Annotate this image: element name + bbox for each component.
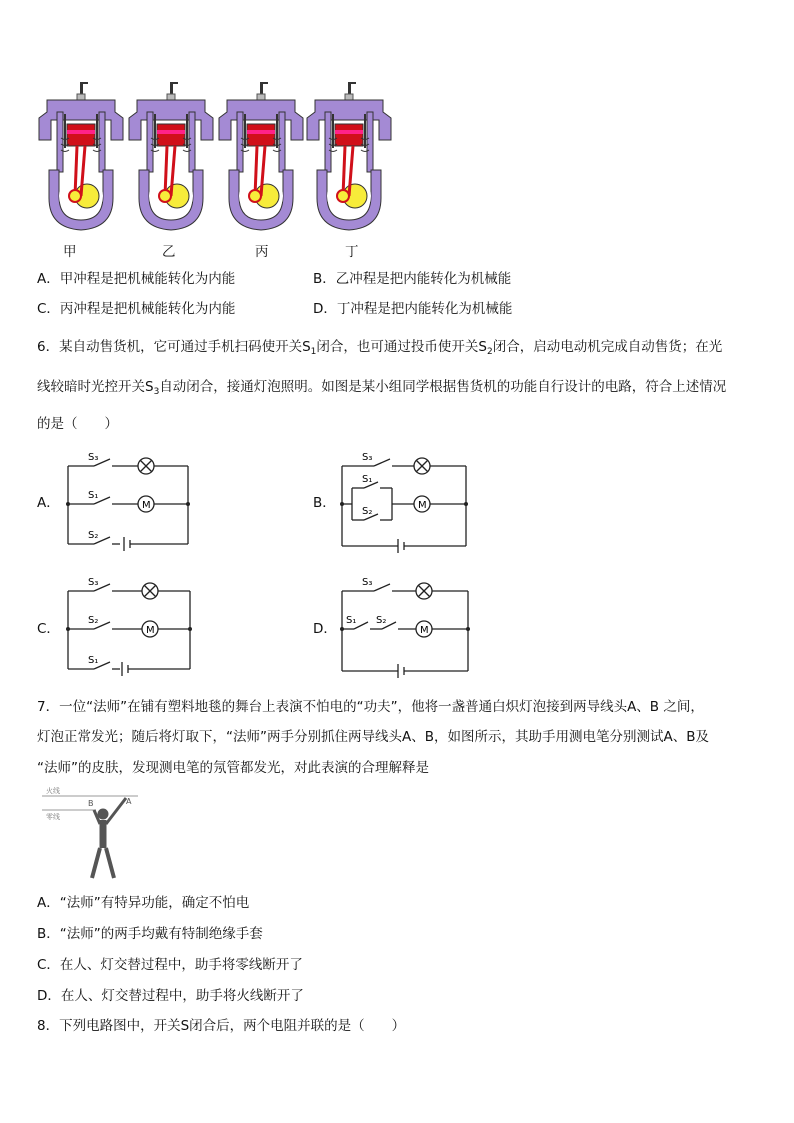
fig-b-label: B [88, 799, 94, 808]
circuit-d-s1: S₁ [346, 615, 357, 626]
circuit-b-s3: S₃ [362, 452, 373, 463]
q8-stem: 8．下列电路图中，开关S闭合后，两个电阻并联的是（ ） [37, 1018, 406, 1034]
circuit-b-s2: S₂ [362, 506, 373, 517]
circuit-d-s2: S₂ [376, 615, 387, 626]
q7-option-d: D．在人、灯交替过程中，助手将火线断开了 [37, 988, 304, 1004]
engine-ding [307, 82, 391, 230]
circuit-b [336, 448, 476, 560]
fig-fire-label: 火线 [46, 787, 60, 795]
q7-stem-line1: 7．一位“法师”在铺有塑料地毯的舞台上表演不怕电的“功夫”，他将一盏普通白炽灯泡接到两导线头A、B 之间， [37, 699, 704, 715]
circuit-c-s2: S₂ [88, 615, 99, 626]
circuit-b-motor: M [418, 500, 427, 511]
q5-option-c: C．丙冲程是把机械能转化为内能 [37, 301, 236, 317]
q7-option-c: C．在人、灯交替过程中，助手将零线断开了 [37, 957, 303, 973]
circuit-c-s1: S₁ [88, 655, 99, 666]
engine-label-bing: 丙 [255, 244, 269, 260]
engine-yi [129, 82, 213, 230]
q6-option-d-label: D． [313, 621, 337, 637]
circuit-d-s3: S₃ [362, 577, 373, 588]
fig-zero-label: 零线 [46, 813, 60, 821]
circuit-a-s1: S₁ [88, 490, 99, 501]
q7-stem-line2: 灯泡正常发光；随后将灯取下，“法师”两手分别抓住两导线头A、B，如图所示，其助手用测电笔分别测试A、B及 [37, 729, 709, 745]
engine-label-ding: 丁 [345, 244, 359, 260]
circuit-a-s2: S₂ [88, 530, 99, 541]
q6-option-c-label: C． [37, 621, 60, 637]
circuit-c-s3: S₃ [88, 577, 99, 588]
q5-option-a: A．甲冲程是把机械能转化为内能 [37, 271, 236, 287]
q7-option-b: B．“法师”的两手均戴有特制绝缘手套 [37, 926, 263, 942]
magician-figure [40, 784, 140, 882]
fig-a-label: A [126, 797, 132, 806]
circuit-a-motor: M [142, 500, 151, 511]
q6-stem-line1: 6．某自动售货机，它可通过手机扫码使开关$S_1$闭合，也可通过投币使开关$S_2$闭合，启动电动机完成自动售货；在光 [37, 339, 723, 357]
circuit-a-s3: S₃ [88, 452, 99, 463]
engine-strokes-figure [35, 78, 400, 238]
circuit-c [60, 573, 200, 683]
q5-option-b: B．乙冲程是把内能转化为机械能 [313, 271, 512, 287]
engine-label-yi: 乙 [162, 244, 176, 260]
engine-bing [219, 82, 303, 230]
q6-option-b-label: B． [313, 495, 336, 511]
q7-option-a: A．“法师”有特异功能，确定不怕电 [37, 895, 250, 911]
engine-label-jia: 甲 [63, 244, 77, 260]
circuit-a [60, 448, 200, 558]
q6-option-a-label: A． [37, 495, 60, 511]
circuit-d-motor: M [420, 625, 429, 636]
q7-stem-line3: “法师”的皮肤，发现测电笔的氖管都发光，对此表演的合理解释是 [37, 760, 429, 776]
q6-stem-line2: 线较暗时光控开关$S_3$自动闭合，接通灯泡照明。如图是某小组同学根据售货机的功能自行设计的电路，符合上述情况 [37, 379, 727, 397]
q5-option-d: D．丁冲程是把内能转化为机械能 [313, 301, 513, 317]
circuit-d [336, 573, 476, 685]
circuit-b-s1: S₁ [362, 474, 373, 485]
engine-jia [39, 82, 123, 230]
q6-stem-line3: 的是（ ） [37, 416, 118, 432]
circuit-c-motor: M [146, 625, 155, 636]
